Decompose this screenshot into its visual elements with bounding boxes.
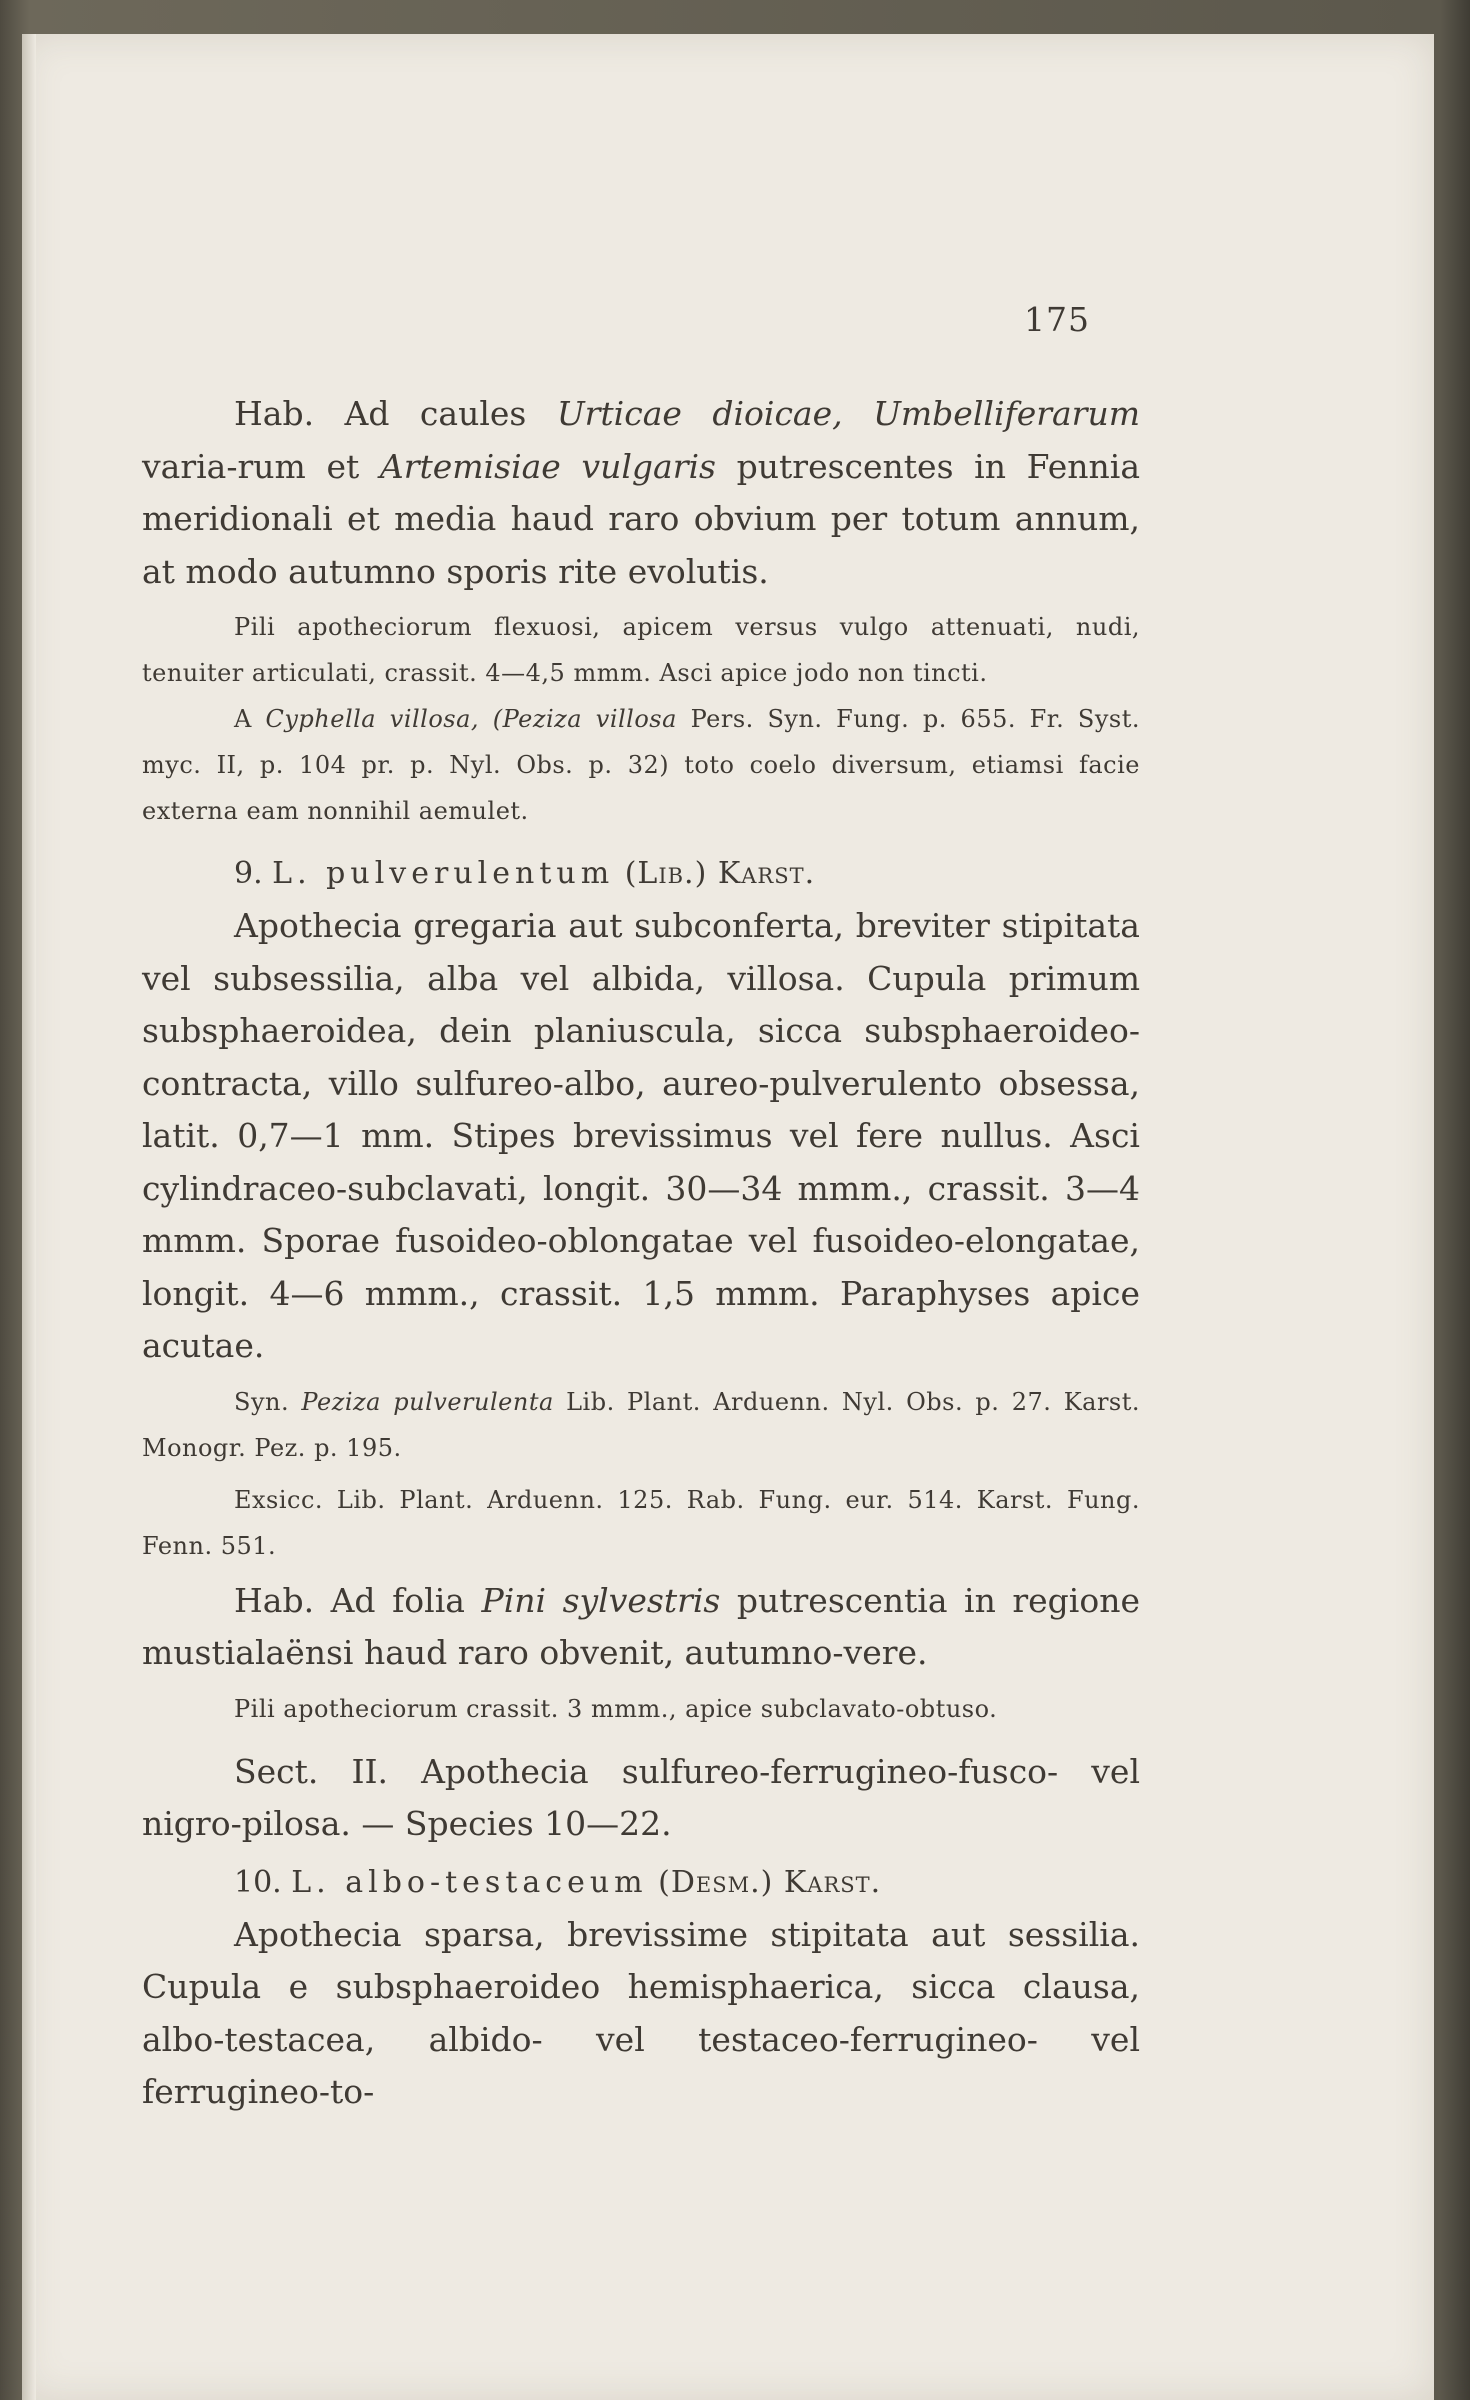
habitat-paragraph-1: Hab. Ad caules Urticae dioicae, Umbelliferarum varia-rum et Artemisiae vulgaris putrescentes in Fennia meridionali et media haud raro obvium per totum annum, at modo autumno sporis rite evolutis.: [142, 394, 1141, 591]
note-paragraph-1: Pili apotheciorum flexuosi, apicem versus vulgo attenuati, nudi, tenuiter articulati, crassit. 4—4,5 mmm. Asci apice jodo non tincti.: [142, 613, 1140, 687]
synonym-paragraph-9: Syn. Peziza pulverulenta Lib. Plant. Arduenn. Nyl. Obs. p. 27. Karst. Monogr. Pez. p. 195.: [142, 1387, 1141, 1462]
exsiccata-paragraph-9: Exsicc. Lib. Plant. Arduenn. 125. Rab. Fung. eur. 514. Karst. Fung. Fenn. 551.: [142, 1485, 1140, 1560]
page-number: 175: [1024, 300, 1090, 339]
note-paragraph-9: Pili apotheciorum crassit. 3 mmm., apice subclavato-obtuso.: [234, 1694, 998, 1723]
species-heading-9: 9. L. pulverulentum (Lib.) Karst.: [234, 856, 816, 891]
habitat-paragraph-9: Hab. Ad folia Pini sylvestris putrescentia in regione mustialaënsi haud raro obvenit, autumno-vere.: [142, 1580, 1141, 1672]
book-page: [22, 34, 1434, 2400]
species-heading-10: 10. L. albo-testaceum (Desm.) Karst.: [234, 1864, 882, 1900]
text-block: [142, 264, 1140, 2119]
description-paragraph-9: Apothecia gregaria aut subconferta, breviter stipitata vel subsessilia, alba vel albida, villosa. Cupula primum subsphaeroidea, dein planiuscula, sicca subsphaeroideo-contracta, villo sulfureo-albo, aureo-pulverulento obsessa, latit. 0,7—1 mm. Stipes brevissimus vel fere nullus. Asci cylindraceo-subclavati, longit. 30—34 mmm., crassit. 3—4 mmm. Sporae fusoideo-oblongatae vel fusoideo-elongatae, longit. 4—6 mmm., crassit. 1,5 mmm. Paraphyses apice acutae.: [142, 906, 1140, 1365]
note-paragraph-2: A Cyphella villosa, (Peziza villosa Pers. Syn. Fung. p. 655. Fr. Syst. myc. II, p. 104 pr. p. Nyl. Obs. p. 32) toto coelo diversum, etiamsi facie externa eam nonnihil aemulet.: [142, 705, 1141, 825]
section-heading-2: Sect. II. Apothecia sulfureo-ferrugineo-fusco- vel nigro-pilosa. — Species 10—22.: [142, 1751, 1140, 1843]
description-paragraph-10: Apothecia sparsa, brevissime stipitata aut sessilia. Cupula e subsphaeroideo hemisphaerica, sicca clausa, albo-testacea, albido- vel testaceo-ferrugineo- vel ferrugineo-to-: [142, 1914, 1140, 2111]
